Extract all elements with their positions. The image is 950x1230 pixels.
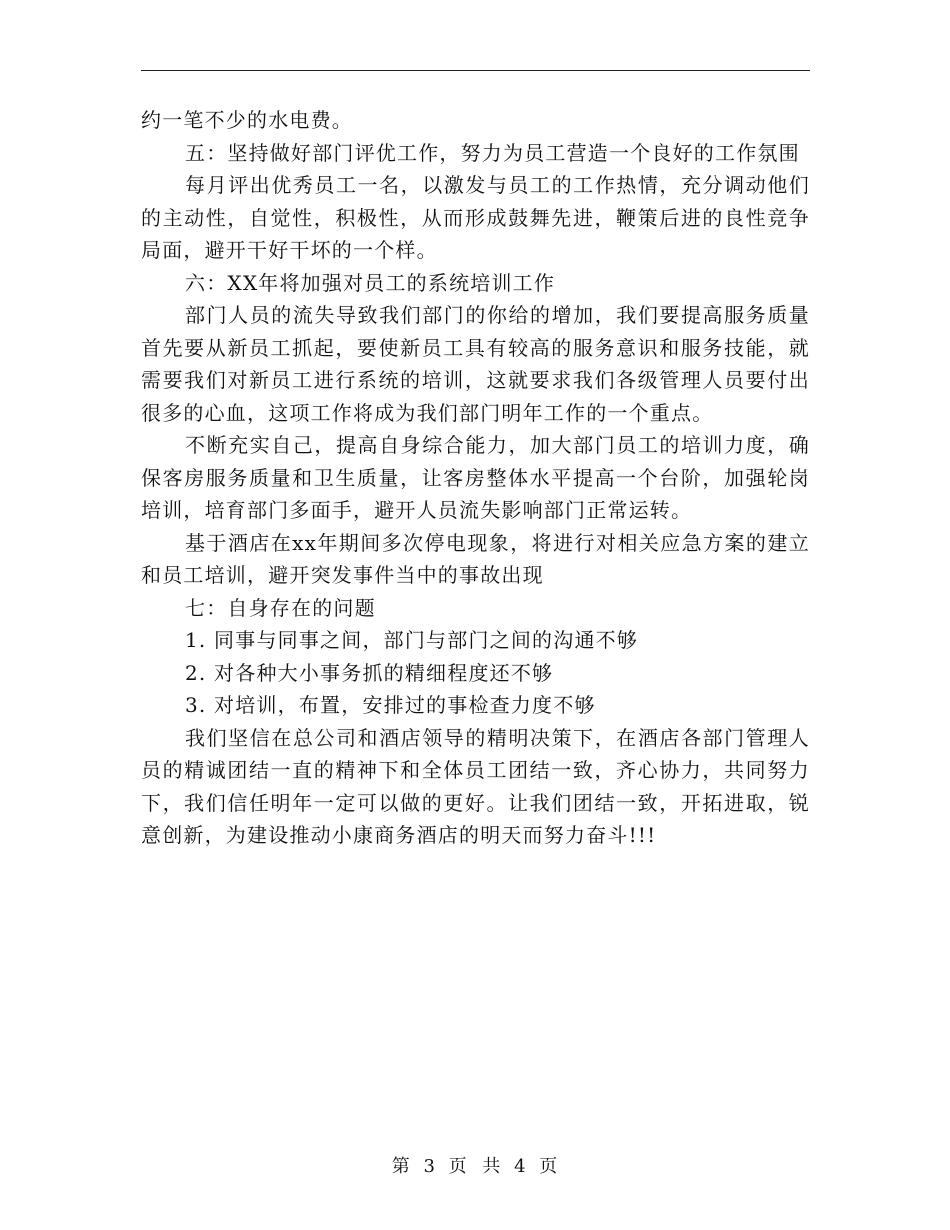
section-heading-seven: 七：自身存在的问题 [185, 595, 376, 620]
paragraph-closing: 我们坚信在总公司和酒店领导的精明决策下，在酒店各部门管理人员的精诚团结一直的精神下和全体员工团结一致，齐心协力，共同努力下，我们信任明年一定可以做的更好。让我们团结一致，开拓进取，锐意创新，为建设推动小康商务酒店的明天而努力奋斗!!! [141, 725, 810, 847]
paragraph-staff-training: 部门人员的流失导致我们部门的你给的增加，我们要提高服务质量首先要从新员工抓起，要使新员工具有较高的服务意识和服务技能，就需要我们对新员工进行系统的培训，这就要求我们各级管理人员要付出很多的心血，这项工作将成为我们部门明年工作的一个重点。 [141, 303, 810, 425]
header-rule [141, 70, 810, 71]
list-item-3: 3. 对培训，布置，安排过的事检查力度不够 [185, 693, 596, 717]
section-heading-six: 六：XX年将加强对员工的系统培训工作 [185, 270, 556, 295]
document-body [141, 104, 810, 852]
paragraph-self-improvement: 不断充实自己，提高自身综合能力，加大部门员工的培训力度，确保客房服务质量和卫生质量，让客房整体水平提高一个台阶，加强轮岗培训，培育部门多面手，避开人员流失影响部门正常运转。 [141, 433, 810, 522]
list-item-1: 1. 同事与同事之间，部门与部门之间的沟通不够 [185, 628, 639, 652]
footer-current-page: 3 [423, 1156, 436, 1177]
footer-label-page-unit: 页 [448, 1156, 468, 1177]
list-item-2: 2. 对各种大小事务抓的精细程度还不够 [185, 660, 554, 685]
paragraph-emergency-plan: 基于酒店在xx年期间多次停电现象，将进行对相关应急方案的建立和员工培训，避开突发事件当中的事故出现 [141, 530, 810, 587]
footer-label-page: 第 [391, 1156, 411, 1177]
footer-label-total-unit: 页 [539, 1156, 559, 1177]
paragraph-monthly-award: 每月评出优秀员工一名，以激发与员工的工作热情，充分调动他们的主动性，自觉性，积极性，从而形成鼓舞先进，鞭策后进的良性竞争局面，避开干好干坏的一个样。 [141, 173, 810, 262]
page-footer [0, 1152, 950, 1178]
footer-total-pages: 4 [514, 1156, 527, 1177]
section-heading-five: 五：坚持做好部门评优工作，努力为员工营造一个良好的工作氛围 [185, 140, 800, 165]
paragraph-continuation: 约一笔不少的水电费。 [141, 108, 353, 132]
footer-label-total: 共 [482, 1156, 502, 1177]
